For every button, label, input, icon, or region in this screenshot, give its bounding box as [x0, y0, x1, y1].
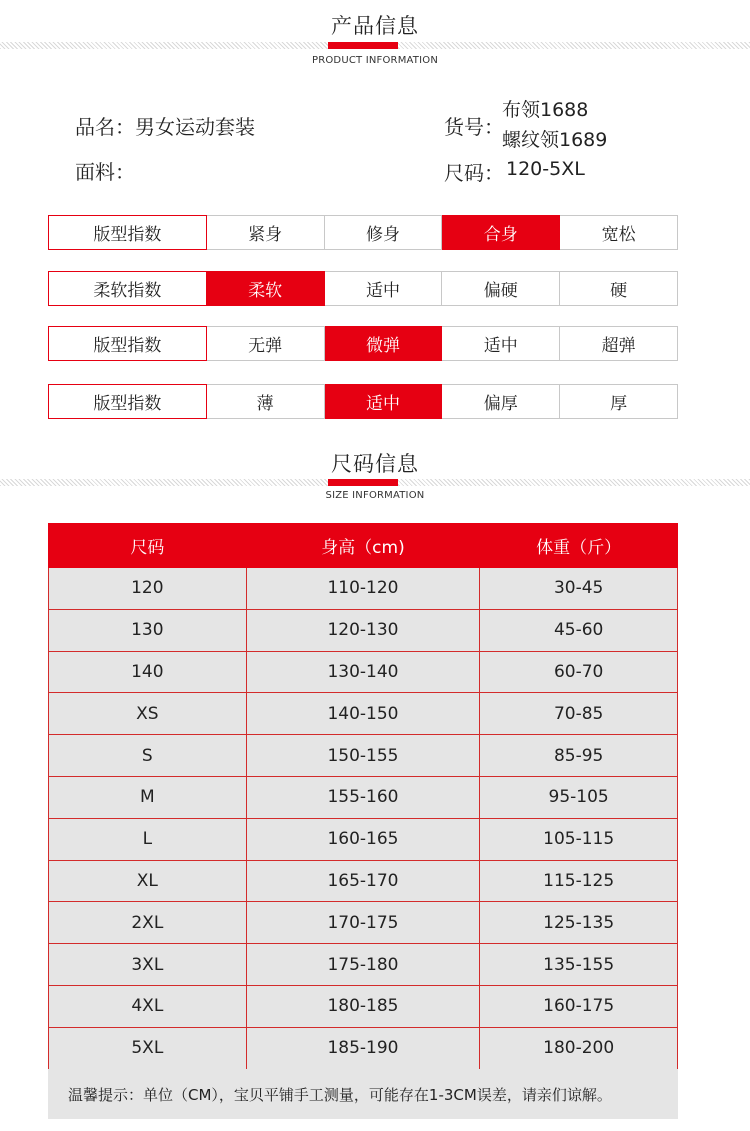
index-row-elasticity: [48, 326, 678, 361]
item-number-line2: 螺纹领1689: [502, 129, 608, 151]
index-option: 薄: [207, 384, 325, 419]
index-option: 偏厚: [442, 384, 560, 419]
table-row: [49, 568, 678, 610]
height-cell: 155-160: [246, 776, 480, 818]
item-number-label: 货号：: [444, 115, 504, 139]
size-cell: 140: [49, 651, 247, 693]
table-row: [49, 985, 678, 1027]
table-row: [49, 693, 678, 735]
index-option: 超弹: [560, 326, 678, 361]
weight-cell: 125-135: [480, 902, 678, 944]
size-cell: M: [49, 776, 247, 818]
weight-cell: 60-70: [480, 651, 678, 693]
weight-cell: 180-200: [480, 1027, 678, 1069]
height-cell: 180-185: [246, 985, 480, 1027]
weight-cell: 45-60: [480, 609, 678, 651]
item-number-line1: 布领1688: [502, 99, 589, 121]
height-cell: 130-140: [246, 651, 480, 693]
height-cell: 110-120: [246, 568, 480, 610]
measurement-note: 温馨提示：单位（CM），宝贝平铺手工测量，可能存在1-3CM误差，请亲们谅解。: [48, 1069, 678, 1119]
weight-cell: 160-175: [480, 985, 678, 1027]
index-option: 无弹: [207, 326, 325, 361]
index-option: 适中: [442, 326, 560, 361]
index-option: 修身: [325, 215, 443, 250]
index-option: 柔软: [207, 271, 325, 306]
size-header: 尺码: [49, 524, 247, 568]
product-section-subtitle: PRODUCT INFORMATION: [311, 55, 439, 66]
height-cell: 160-165: [246, 818, 480, 860]
weight-cell: 135-155: [480, 944, 678, 986]
size-section-subtitle: SIZE INFORMATION: [325, 490, 425, 501]
size-cell: S: [49, 735, 247, 777]
height-cell: 120-130: [246, 609, 480, 651]
size-table-header-row: [49, 524, 678, 568]
table-row: [49, 776, 678, 818]
size-range-value: 120-5XL: [506, 158, 585, 180]
size-cell: L: [49, 818, 247, 860]
table-row: [49, 651, 678, 693]
height-cell: 140-150: [246, 693, 480, 735]
table-row: [49, 609, 678, 651]
size-cell: 120: [49, 568, 247, 610]
index-option: 适中: [325, 384, 443, 419]
height-cell: 185-190: [246, 1027, 480, 1069]
weight-cell: 85-95: [480, 735, 678, 777]
weight-cell: 105-115: [480, 818, 678, 860]
size-section-divider-accent: [328, 479, 398, 486]
weight-cell: 30-45: [480, 568, 678, 610]
table-row: [49, 902, 678, 944]
product-section-divider-accent: [328, 42, 398, 49]
size-cell: 5XL: [49, 1027, 247, 1069]
size-range-label: 尺码：: [444, 161, 504, 185]
index-row-label: 版型指数: [48, 384, 207, 419]
index-option: 厚: [560, 384, 678, 419]
height-cell: 170-175: [246, 902, 480, 944]
table-row: [49, 818, 678, 860]
index-row-label: 版型指数: [48, 215, 207, 250]
product-name: 品名：男女运动套装: [75, 115, 255, 139]
size-section-title: 尺码信息: [331, 452, 419, 476]
size-cell: 2XL: [49, 902, 247, 944]
index-option: 偏硬: [442, 271, 560, 306]
index-option: 硬: [560, 271, 678, 306]
index-row-softness: [48, 271, 678, 306]
index-option: 微弹: [325, 326, 443, 361]
size-table: [48, 523, 678, 1070]
size-table-body: [49, 568, 678, 1070]
index-option: 宽松: [560, 215, 678, 250]
index-option: 适中: [325, 271, 443, 306]
weight-header: 体重（斤）: [480, 524, 678, 568]
index-row-label: 柔软指数: [48, 271, 207, 306]
size-cell: 3XL: [49, 944, 247, 986]
index-option: 合身: [442, 215, 560, 250]
table-row: [49, 944, 678, 986]
table-row: [49, 735, 678, 777]
height-cell: 165-170: [246, 860, 480, 902]
index-row-thickness: [48, 384, 678, 419]
fabric-label: 面料：: [75, 160, 135, 184]
index-row-label: 版型指数: [48, 326, 207, 361]
index-option: 紧身: [207, 215, 325, 250]
size-cell: 4XL: [49, 985, 247, 1027]
weight-cell: 70-85: [480, 693, 678, 735]
height-cell: 175-180: [246, 944, 480, 986]
size-cell: 130: [49, 609, 247, 651]
size-cell: XL: [49, 860, 247, 902]
size-cell: XS: [49, 693, 247, 735]
table-row: [49, 1027, 678, 1069]
product-section-title: 产品信息: [331, 14, 419, 38]
index-row-fit: [48, 215, 678, 250]
height-cell: 150-155: [246, 735, 480, 777]
weight-cell: 115-125: [480, 860, 678, 902]
table-row: [49, 860, 678, 902]
height-header: 身高（cm): [246, 524, 480, 568]
weight-cell: 95-105: [480, 776, 678, 818]
